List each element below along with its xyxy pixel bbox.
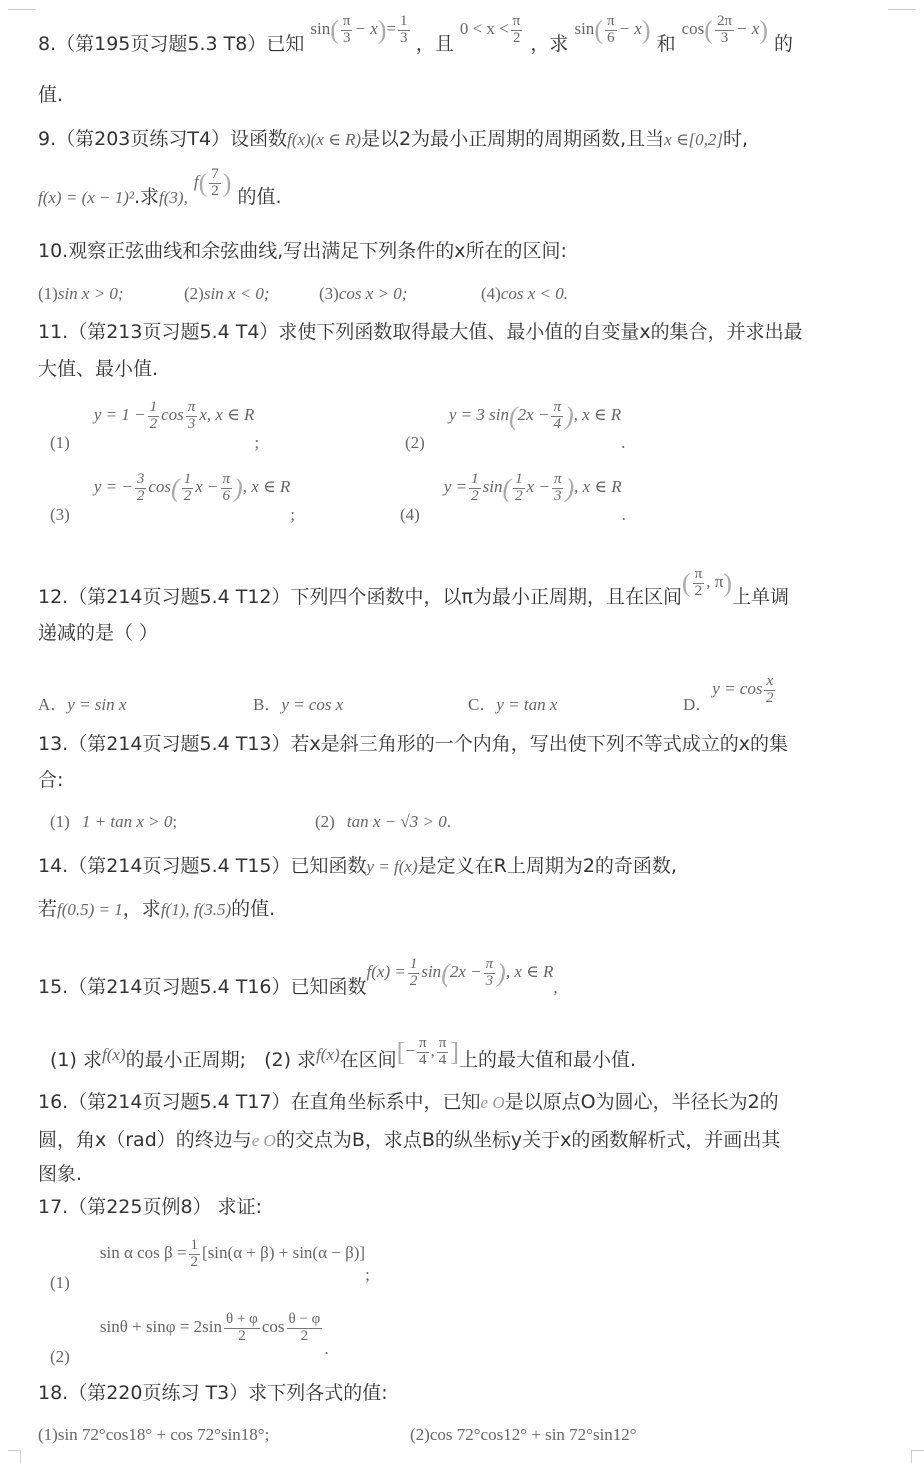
problem-15-interval: [− $\frac{\pi}{4}$ , $\frac{\pi}{4}$ ] — [396, 1035, 460, 1068]
problem-14: 14.（第214页习题5.4 T15）已知函数y = f(x)是定义在R上周期为2的奇函数, — [38, 855, 677, 877]
problem-13-item-2: (2) tan x − √3 > 0. — [315, 812, 451, 831]
problem-14-expr-3: f(1), f(3.5) — [160, 900, 232, 919]
problem-16-line-3: 图象. — [38, 1163, 83, 1185]
page-corner-bottom-left — [8, 1450, 21, 1463]
problem-18: 18.（第220页练习 T3）求下列各式的值: — [38, 1382, 388, 1404]
problem-15-questions: (1) 求f(x)的最小正周期; (2) 求f(x)在区间[− $\frac{\pi}{4}$ , $\frac{\pi}{4}$ ]上的最大值和最小值. — [50, 1035, 637, 1072]
problem-12-options — [38, 673, 777, 723]
problem-9: 9.（第203页练习T4）设函数f(x)(x ∈ R)是以2为最小正周期的周期函数,且当x ∈[0,2]时, — [38, 128, 749, 150]
problem-13-item-1: (1) 1 + tan x > 0; — [50, 812, 178, 831]
problem-18-item-1: (1)sin 72°cos18° + cos 72°sin18°; — [38, 1425, 270, 1444]
problem-13-line-2: 合: — [38, 769, 64, 791]
page-corner-bottom-right — [911, 1450, 924, 1463]
problem-11: 11.（第213页习题5.4 T4）求使下列函数取得最大值、最小值的自变量x的集合，并求出最 — [38, 321, 803, 343]
problem-17-item-1: (1) sin α cos β = $\frac{1}{2}$ [sin(α + β) + sin(α − β)]; — [50, 1237, 370, 1293]
problem-15: 15.（第214页习题5.4 T16）已知函数f(x) = $\frac{1}{2}$ sin(2x − $\frac{\pi}{3}$ ), x ∈ R, — [38, 956, 558, 999]
page-corner-top-left — [8, 0, 36, 10]
problem-11-item-1: (1) y = 1 − $\frac{1}{2}$ cos $\frac{\pi}{3}$ x, x ∈ R; — [50, 399, 260, 453]
problem-8-expr-2: sin( $\frac{\pi}{6}$ − x) — [574, 13, 651, 46]
problem-14-line-2: 若f(0.5) = 1，求f(1), f(3.5)的值. — [38, 898, 276, 920]
problem-8: 8.（第195页习题5.3 T8）已知 sin( $\frac{\pi}{3}$ − x)= $\frac{1}{3}$ ，且 0 < x < $\frac{\pi}{2}$ ，求 sin( $\frac{\pi}{6}$ − x) 和 cos( $\frac{2\pi}{3}$ − x) 的 — [38, 13, 794, 56]
problem-16-line-2: 圆，角x（rad）的终边与e O的交点为B，求点B的纵坐标y关于x的函数解析式，并画出其 — [38, 1129, 781, 1151]
problem-9-expr-5: f( $\frac{7}{2}$ ) — [193, 166, 232, 199]
problem-16: 16.（第214页习题5.4 T17）在直角坐标系中，已知e O是以原点O为圆心，半径长为2的 — [38, 1091, 779, 1113]
problem-10: 10.观察正弦曲线和余弦曲线,写出满足下列条件的x所在的区间: — [38, 240, 567, 262]
problem-9-expr-2: x ∈[0,2] — [664, 130, 724, 149]
problem-18-items — [38, 1423, 637, 1446]
problem-8-label: 8.（第195页习题5.3 T8）已知 — [38, 33, 305, 56]
problem-14-expr-2: f(0.5) = 1 — [57, 900, 123, 919]
problem-8-line-2: 值. — [38, 84, 64, 106]
problem-17: 17.（第225页例8） 求证: — [38, 1196, 263, 1218]
problem-9-expr-1: f(x)(x ∈ R) — [287, 130, 362, 149]
problem-9-line-2: f(x) = (x − 1)².求f(3), f( $\frac{7}{2}$ ) 的值. — [38, 166, 282, 209]
problem-8-expr-1: sin( $\frac{\pi}{3}$ − x)= $\frac{1}{3}$ — [310, 13, 408, 46]
problem-10-items — [38, 282, 568, 305]
page-corner-top-right — [888, 0, 916, 10]
problem-15-function: f(x) = $\frac{1}{2}$ sin(2x − $\frac{\pi}{3}$ ), x ∈ R — [366, 956, 554, 989]
problem-11-line-2: 大值、最小值. — [38, 358, 159, 380]
problem-8-condition: 0 < x < $\frac{\pi}{2}$ — [459, 13, 521, 46]
problem-10-item-2: (2)sin x < 0; — [184, 284, 270, 303]
problem-9-expr-4: f(3), — [159, 188, 188, 208]
option-c[interactable]: C．y = tan x — [468, 695, 558, 715]
option-a[interactable]: A．y = sin x — [38, 695, 127, 715]
problem-17-item-2: (2) sinθ + sinφ = 2sin $\frac{\theta + \varphi}{2}$ cos $\frac{\theta - \varphi}{2}$ . — [50, 1311, 329, 1367]
problem-11-item-4: (4) y = $\frac{1}{2}$ sin( $\frac{1}{2}$ x − $\frac{\pi}{3}$ ), x ∈ R. — [400, 471, 626, 525]
problem-8-expr-3: cos( $\frac{2\pi}{3}$ − x) — [681, 13, 768, 46]
option-b[interactable]: B．y = cos x — [253, 695, 344, 715]
problem-11-item-2: (2) y = 3 sin(2x − $\frac{\pi}{4}$ ), x ∈ R. — [405, 399, 626, 453]
problem-9-expr-3: f(x) = (x − 1)² — [38, 188, 134, 208]
problem-10-item-1: (1)sin x > 0; — [38, 284, 124, 303]
problem-13-items — [50, 810, 451, 833]
problem-13: 13.（第214页习题5.4 T13）若x是斜三角形的一个内角，写出使下列不等式成立的x的集 — [38, 733, 789, 755]
problem-12-interval: ( $\frac{\pi}{2}$ , π) — [681, 566, 732, 599]
option-d[interactable]: D．y = cos $\frac{x}{2}$ — [683, 673, 774, 715]
circle-o-symbol: e O — [251, 1131, 276, 1150]
problem-10-item-4: (4)cos x < 0. — [481, 284, 569, 303]
problem-12-line-2: 递减的是（ ） — [38, 622, 159, 644]
problem-11-item-3: (3) y = − $\frac{3}{2}$ cos( $\frac{1}{2}$ x − $\frac{\pi}{6}$ ), x ∈ R; — [50, 471, 295, 525]
problem-14-expr-1: y = f(x) — [366, 857, 418, 876]
problem-12: 12.（第214页习题5.4 T12）下列四个函数中，以π为最小正周期，且在区间( $\frac{\pi}{2}$ , π)上单调 — [38, 566, 789, 609]
circle-o-symbol: e O — [480, 1093, 505, 1112]
problem-18-item-2: (2)cos 72°cos12° + sin 72°sin12° — [410, 1425, 637, 1444]
problem-10-item-3: (3)cos x > 0; — [319, 284, 408, 303]
